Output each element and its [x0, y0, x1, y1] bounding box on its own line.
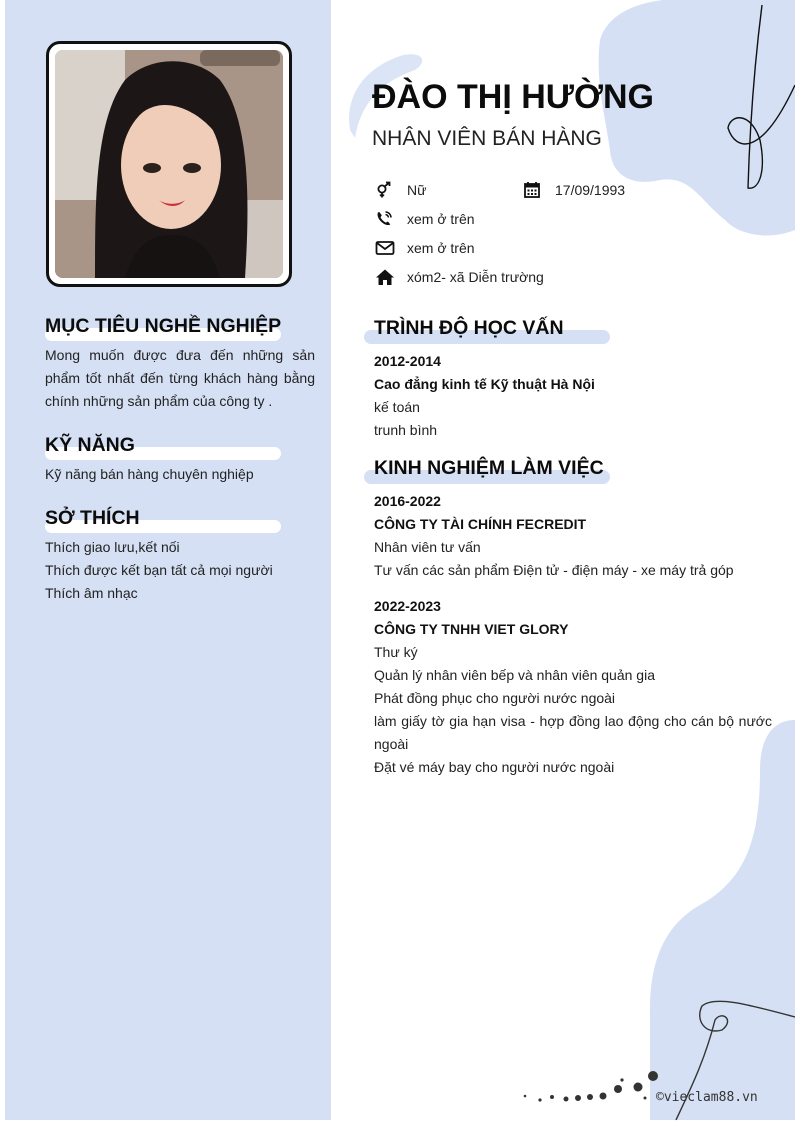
experience-line: Quản lý nhân viên bếp và nhân viên quản gia: [374, 667, 655, 683]
education-grade: trunh bình: [374, 422, 438, 438]
experience-period: 2016-2022: [374, 493, 441, 509]
skills-section: [45, 433, 315, 486]
hobbies-section: [45, 506, 315, 605]
watermark: ©vieclam88.vn: [656, 1090, 758, 1105]
hobby-item: Thích giao lưu,kết nối: [45, 539, 180, 555]
skill-item: Kỹ năng bán hàng chuyên nghiệp: [45, 466, 254, 482]
hobbies-title: SỞ THÍCH: [45, 506, 315, 530]
experience-line: Đặt vé máy bay cho người nước ngoài: [374, 759, 615, 775]
skills-title: KỸ NĂNG: [45, 433, 315, 457]
education-school: Cao đẳng kinh tế Kỹ thuật Hà Nội: [374, 376, 595, 392]
education-major: kế toán: [374, 399, 420, 415]
job-title: NHÂN VIÊN BÁN HÀNG: [372, 127, 602, 150]
email-value: xem ở trên: [407, 240, 475, 256]
objective-section: [45, 314, 315, 413]
candidate-name: ĐÀO THỊ HƯỜNG: [372, 78, 654, 116]
address-value: xóm2- xã Diễn trường: [407, 269, 544, 285]
experience-line: Nhân viên tư vấn: [374, 539, 481, 555]
objective-title: MỤC TIÊU NGHỀ NGHIỆP: [45, 314, 315, 338]
home-icon: [375, 268, 395, 286]
education-entry: [374, 350, 772, 442]
education-title: TRÌNH ĐỘ HỌC VẤN: [374, 316, 772, 340]
experience-line: Thư ký: [374, 644, 418, 660]
experience-entry: [374, 490, 772, 779]
avatar-frame: [46, 41, 292, 287]
email-icon: [375, 239, 395, 257]
experience-company: CÔNG TY TNHH VIET GLORY: [374, 621, 569, 637]
gender-value: Nữ: [407, 182, 427, 198]
education-period: 2012-2014: [374, 353, 441, 369]
experience-line: Phát đồng phục cho người nước ngoài: [374, 690, 616, 706]
experience-line: làm giấy tờ gia hạn visa - hợp đồng lao động cho cán bộ nước ngoài: [374, 713, 772, 752]
experience-section: [374, 456, 772, 779]
experience-line: Tư vấn các sản phẩm Điện tử - điện máy - xe máy trả góp: [374, 562, 734, 578]
hobby-item: Thích âm nhạc: [45, 585, 138, 601]
hobby-item: Thích được kết bạn tất cả mọi người: [45, 562, 273, 578]
phone-icon: [375, 210, 393, 228]
experience-title: KINH NGHIỆM LÀM VIỆC: [374, 456, 772, 480]
experience-period: 2022-2023: [374, 598, 441, 614]
avatar-photo: [55, 50, 283, 278]
experience-company: CÔNG TY TÀI CHÍNH FECREDIT: [374, 516, 587, 532]
objective-text: Mong muốn được đưa đến những sản phẩm tốt nhất đến từng khách hàng bằng chính những sản phẩm của công ty .: [45, 347, 315, 409]
education-section: [374, 316, 772, 442]
birthday-value: 17/09/1993: [555, 182, 626, 198]
gender-icon: [375, 181, 393, 199]
calendar-icon: [523, 181, 541, 199]
phone-value: xem ở trên: [407, 211, 475, 227]
